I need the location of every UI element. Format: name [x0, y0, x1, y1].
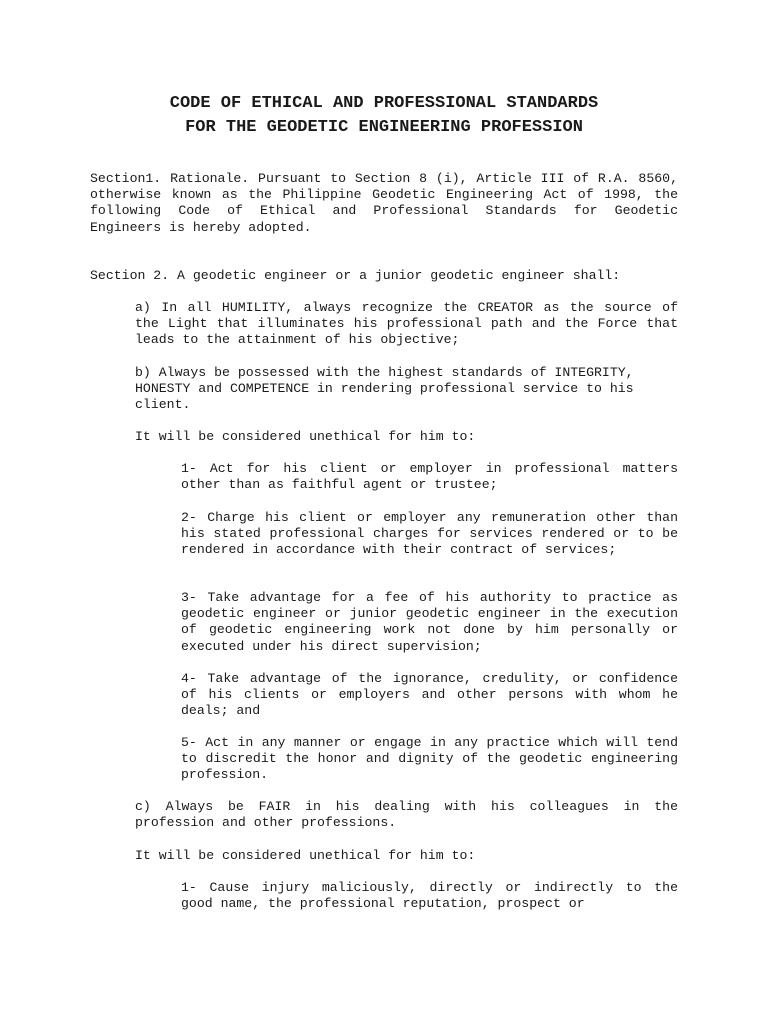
item-c-sub-1: 1- Cause injury maliciously, directly or indirectly to the good name, the professional reputation, prospect or [181, 880, 678, 912]
item-a-humility: a) In all HUMILITY, always recognize the CREATOR as the source of the Light that illuminates his professional path and the Force that leads to the attainment of his objective; [135, 300, 678, 348]
item-b-line-3: client. [135, 397, 191, 413]
item-b-sub-1: 1- Act for his client or employer in professional matters other than as faithful agent or trustee; [181, 461, 678, 493]
item-b-sub-4: 4- Take advantage of the ignorance, credulity, or confidence of his clients or employers and other persons with whom he deals; and [181, 671, 678, 719]
unethical-intro-2: It will be considered unethical for him to: [135, 848, 476, 863]
document-title-line-2: FOR THE GEODETIC ENGINEERING PROFESSION [185, 118, 583, 137]
item-b-sub-2: 2- Charge his client or employer any remuneration other than his stated professional charges for services rendered or to be rendered in accordance with their contract of services; [181, 510, 678, 558]
item-b-sub-5: 5- Act in any manner or engage in any practice which will tend to discredit the honor and dignity of the geodetic engineering profession. [181, 735, 678, 783]
item-b-line-1: b) Always be possessed with the highest standards of INTEGRITY, [135, 365, 634, 380]
item-b-integrity [135, 365, 678, 414]
section-2-intro: Section 2. A geodetic engineer or a junior geodetic engineer shall: [90, 268, 621, 283]
item-c-fair: c) Always be FAIR in his dealing with his colleagues in the profession and other professions. [135, 799, 678, 831]
section-1-rationale: Section1. Rationale. Pursuant to Section 8 (i), Article III of R.A. 8560, otherwise known as the Philippine Geodetic Engineering Act of 1998, the following Code of Ethical and Professional Standards for Geodetic Engineers is hereby adopted. [90, 171, 678, 235]
item-b-line-2: HONESTY and COMPETENCE in rendering professional service to his [135, 381, 634, 397]
item-b-sub-3: 3- Take advantage for a fee of his authority to practice as geodetic engineer or junior geodetic engineer in the execution of geodetic engineering work not done by him personally or executed under his direct supervision; [181, 590, 678, 654]
document-title-line-1: CODE OF ETHICAL AND PROFESSIONAL STANDARDS [169, 94, 599, 113]
unethical-intro-1: It will be considered unethical for him to: [135, 429, 476, 444]
